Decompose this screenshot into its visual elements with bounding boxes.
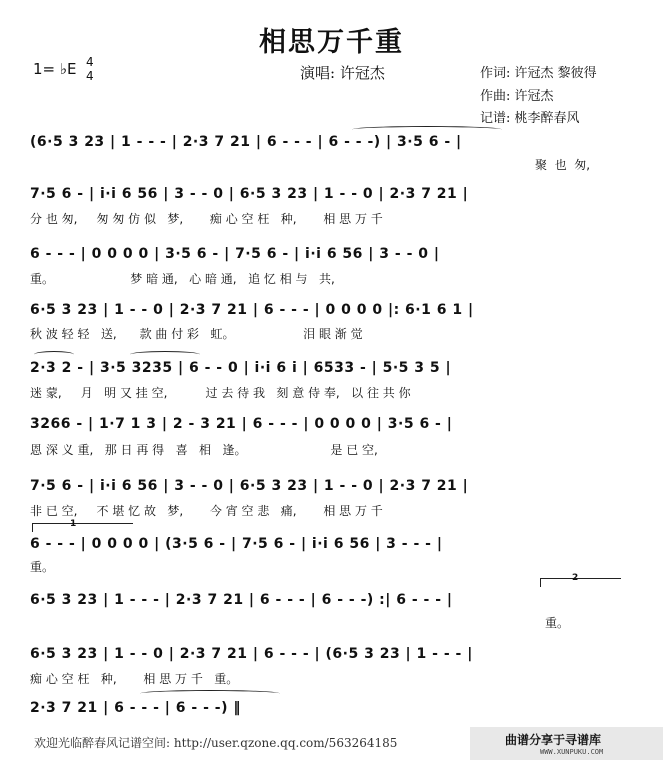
second-ending-bracket	[540, 578, 621, 587]
score-line-1: (6·5 3 23 | 1 - - - | 2·3 7 21 | 6 - - - | 6 - - -) | 3·5 6 - |	[30, 134, 462, 150]
lyric-line-3: 重。 梦 暗 通, 心 暗 通, 追 忆 相 与 共,	[30, 272, 335, 286]
lyric-line-6: 恩 深 义 重, 那 日 再 得 喜 相 逢。 是 已 空,	[30, 443, 378, 457]
lyric-line-9: 重。	[545, 616, 570, 630]
lyricist-credit: 作词: 许冠杰 黎彼得	[480, 66, 597, 81]
score-line-8: 6 - - - | 0 0 0 0 | (3·5 6 - | 7·5 6 - | i·i 6 56 | 3 - - - |	[30, 536, 443, 552]
first-ending-number: 1	[70, 519, 77, 529]
song-title: 相思万千重	[259, 27, 404, 58]
key-signature: 1= ♭E	[33, 60, 77, 78]
watermark-brand: 曲谱分享于寻谱库	[505, 733, 602, 747]
score-line-9: 6·5 3 23 | 1 - - - | 2·3 7 21 | 6 - - - | 6 - - -) :| 6 - - - |	[30, 592, 453, 608]
score-line-5: 2·3 2 - | 3·5 3235 | 6 - - 0 | i·i 6 i | 6533 - | 5·5 3 5 |	[30, 360, 452, 376]
watermark-url: WWW.XUNPUKU.COM	[540, 748, 604, 756]
score-line-2: 7·5 6 - | i·i 6 56 | 3 - - 0 | 6·5 3 23 | 1 - - 0 | 2·3 7 21 |	[30, 186, 469, 202]
lyric-line-1: 聚 也 匆,	[535, 158, 591, 172]
singer-credit: 演唱: 许冠杰	[300, 64, 385, 82]
second-ending-number: 2	[572, 573, 579, 583]
score-line-3: 6 - - - | 0 0 0 0 | 3·5 6 - | 7·5 6 - | i·i 6 56 | 3 - - 0 |	[30, 246, 440, 262]
score-line-4: 6·5 3 23 | 1 - - 0 | 2·3 7 21 | 6 - - - | 0 0 0 0 |: 6·1 6 1 |	[30, 302, 474, 318]
slur	[352, 126, 502, 133]
score-line-10: 6·5 3 23 | 1 - - 0 | 2·3 7 21 | 6 - - - | (6·5 3 23 | 1 - - - |	[30, 646, 473, 662]
lyric-line-4: 秋 波 轻 轻 送, 款 曲 付 彩 虹。 泪 眼 渐 觉	[30, 327, 363, 341]
footer-note: 欢迎光临醉春风记谱空间: http://user.qzone.qq.com/563264185	[34, 736, 398, 750]
composer-credit: 作曲: 许冠杰	[480, 89, 554, 104]
transcriber-credit: 记谱: 桃李醉春风	[480, 111, 580, 126]
score-line-7: 7·5 6 - | i·i 6 56 | 3 - - 0 | 6·5 3 23 | 1 - - 0 | 2·3 7 21 |	[30, 478, 469, 494]
slur	[130, 351, 200, 358]
time-signature-bottom: 4	[86, 69, 94, 83]
lyric-line-7: 非 已 空, 不 堪 忆 故 梦, 今 宵 空 悲 痛, 相 思 万 千	[30, 504, 383, 518]
slur	[34, 351, 74, 358]
time-signature-top: 4	[86, 55, 94, 69]
lyric-line-10: 痴 心 空 枉 种, 相 思 万 千 重。	[30, 672, 239, 686]
score-line-11: 2·3 7 21 | 6 - - - | 6 - - -) ‖	[30, 700, 241, 716]
lyric-line-2: 分 也 匆, 匆 匆 仿 似 梦, 痴 心 空 枉 种, 相 思 万 千	[30, 212, 383, 226]
slur	[140, 690, 280, 697]
lyric-line-5: 迷 蒙, 月 明 又 挂 空, 过 去 待 我 刻 意 侍 奉, 以 往 共 你	[30, 386, 411, 400]
lyric-line-8: 重。	[30, 560, 55, 574]
score-line-6: 3266 - | 1·7 1 3 | 2 - 3 21 | 6 - - - | 0 0 0 0 | 3·5 6 - |	[30, 416, 453, 432]
first-ending-bracket	[32, 523, 133, 532]
